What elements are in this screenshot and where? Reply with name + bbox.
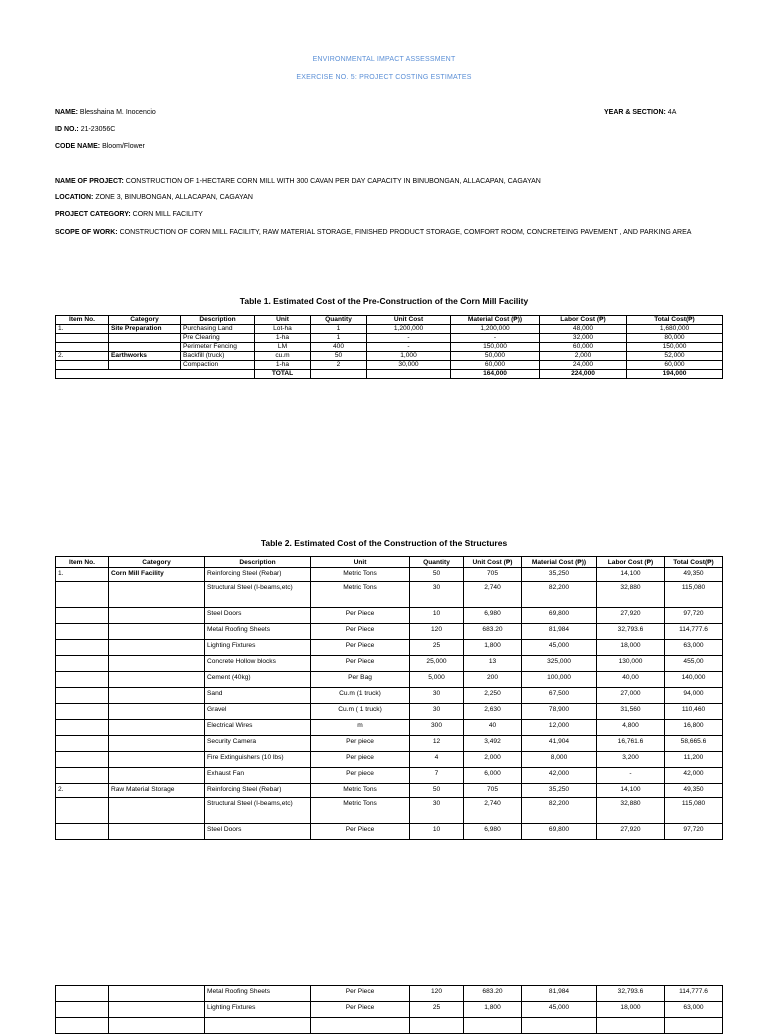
- table-cell: 1.: [56, 568, 109, 582]
- table-cell: 25: [410, 640, 464, 656]
- table-row: [56, 752, 723, 768]
- table-cell: [109, 656, 205, 672]
- table-cell: 81,984: [522, 986, 597, 1002]
- table-row: [56, 640, 723, 656]
- table-row: [56, 736, 723, 752]
- table-row: [56, 608, 723, 624]
- id-value: 21-23056C: [80, 126, 116, 133]
- table-cell: 683.20: [464, 624, 522, 640]
- table-cell: [56, 582, 109, 608]
- table-cell: 50: [311, 352, 367, 361]
- table-cell: 2,740: [464, 582, 522, 608]
- table-cell: [56, 824, 109, 840]
- table-cell: [56, 768, 109, 784]
- col-header: Unit Cost (₱): [464, 557, 522, 568]
- table-cell: 30: [410, 704, 464, 720]
- table-cell: 52,000: [627, 352, 723, 361]
- table-cell: 41,904: [522, 736, 597, 752]
- table-cell: 2,000: [464, 752, 522, 768]
- scope-value: CONSTRUCTION OF CORN MILL FACILITY, RAW MATERIAL STORAGE, FINISHED PRODUCT STORAGE, COMFORT ROOM, CONCRETEING PAVEMENT , AND PARKING AREA: [119, 229, 692, 236]
- table-cell: Exhaust Fan: [205, 768, 311, 784]
- table-cell: Lighting Fixtures: [205, 1002, 311, 1018]
- location-value: ZONE 3, BINUBONGAN, ALLACAPAN, CAGAYAN: [95, 194, 253, 201]
- table-cell: 11,200: [665, 752, 723, 768]
- table-cell: 10: [410, 608, 464, 624]
- table-cell: [410, 1018, 464, 1034]
- table-cell: 1,000: [367, 352, 451, 361]
- table-cell: 1: [311, 334, 367, 343]
- table-cell: 32,000: [540, 334, 627, 343]
- table-cell: 2,630: [464, 704, 522, 720]
- table-cell: 2,000: [540, 352, 627, 361]
- table-cell: [109, 720, 205, 736]
- table-cell: [56, 752, 109, 768]
- table-cell: 13: [464, 656, 522, 672]
- col-header: Labor Cost (₱): [540, 316, 627, 325]
- construction-cost-table: [55, 556, 723, 840]
- table-cell: 150,000: [451, 343, 540, 352]
- table-cell: 40: [464, 720, 522, 736]
- table-cell: 2.: [56, 352, 109, 361]
- table-cell: 60,000: [627, 361, 723, 370]
- table-cell: [109, 624, 205, 640]
- table-cell: 455,00: [665, 656, 723, 672]
- table-cell: 120: [410, 624, 464, 640]
- col-header: Total Cost(₱): [627, 316, 723, 325]
- table-cell: [56, 624, 109, 640]
- name-label: NAME:: [55, 109, 78, 116]
- table-row: [56, 334, 723, 343]
- table-row: [56, 325, 723, 334]
- table-cell: 69,800: [522, 608, 597, 624]
- table-cell: [109, 752, 205, 768]
- table-cell: Steel Doors: [205, 608, 311, 624]
- table-cell: 31,560: [597, 704, 665, 720]
- table-cell: 50: [410, 568, 464, 582]
- table-cell: Metric Tons: [311, 582, 410, 608]
- table-cell: Structural Steel (I-beams,etc): [205, 798, 311, 824]
- table-cell: [109, 1002, 205, 1018]
- table-cell: [311, 370, 367, 379]
- table-cell: 3,492: [464, 736, 522, 752]
- table-cell: Lighting Fixtures: [205, 640, 311, 656]
- table-row: [56, 582, 723, 608]
- scope-label: SCOPE OF WORK:: [55, 229, 118, 236]
- table-cell: [56, 1018, 109, 1034]
- table-row: [56, 720, 723, 736]
- table-cell: 82,200: [522, 798, 597, 824]
- table-cell: 683.20: [464, 986, 522, 1002]
- table-cell: Per Piece: [311, 624, 410, 640]
- table-cell: cu.m: [255, 352, 311, 361]
- col-header: Description: [205, 557, 311, 568]
- table-cell: Metric Tons: [311, 784, 410, 798]
- table-cell: [56, 361, 109, 370]
- table-cell: Per Piece: [311, 640, 410, 656]
- table-cell: [56, 720, 109, 736]
- col-header: Unit Cost: [367, 316, 451, 325]
- code-value: Bloom/Flower: [102, 143, 145, 150]
- construction-cost-table-continued: [55, 985, 723, 1034]
- table-cell: 1.: [56, 325, 109, 334]
- table-cell: 115,080: [665, 582, 723, 608]
- table-cell: [109, 640, 205, 656]
- table-cell: 3,200: [597, 752, 665, 768]
- table-cell: 27,000: [597, 688, 665, 704]
- table-cell: [109, 1018, 205, 1034]
- table-cell: Metric Tons: [311, 568, 410, 582]
- table-cell: [109, 986, 205, 1002]
- table-cell: Metal Roofing Sheets: [205, 624, 311, 640]
- table-cell: 4: [410, 752, 464, 768]
- code-line: [55, 143, 145, 150]
- table-cell: 110,460: [665, 704, 723, 720]
- table-cell: 1-ha: [255, 361, 311, 370]
- table-cell: 18,000: [597, 640, 665, 656]
- table-cell: [109, 736, 205, 752]
- table-cell: 94,000: [665, 688, 723, 704]
- table-row: [56, 768, 723, 784]
- table-cell: 35,250: [522, 784, 597, 798]
- table-cell: Cu.m ( 1 truck): [311, 704, 410, 720]
- table-cell: 60,000: [451, 361, 540, 370]
- table-cell: Cu.m (1 truck): [311, 688, 410, 704]
- table-cell: 5,000: [410, 672, 464, 688]
- table-cell: 12,000: [522, 720, 597, 736]
- table-cell: 1,680,000: [627, 325, 723, 334]
- location-line: [55, 194, 253, 201]
- table-cell: 2.: [56, 784, 109, 798]
- table-cell: 32,793.6: [597, 624, 665, 640]
- table-cell: 100,000: [522, 672, 597, 688]
- table-cell: 8,000: [522, 752, 597, 768]
- table-row: [56, 343, 723, 352]
- table1-caption: Table 1. Estimated Cost of the Pre-Construction of the Corn Mill Facility: [239, 296, 529, 306]
- table-cell: Corn Mill Facility: [109, 568, 205, 582]
- table-row: [56, 656, 723, 672]
- table-cell: 50: [410, 784, 464, 798]
- table-cell: 30: [410, 582, 464, 608]
- table-cell: 115,080: [665, 798, 723, 824]
- table-cell: Per Piece: [311, 1002, 410, 1018]
- table-cell: Purchasing Land: [181, 325, 255, 334]
- table-cell: Cement (40kg): [205, 672, 311, 688]
- total-value: 224,000: [540, 370, 627, 379]
- table-row: [56, 361, 723, 370]
- table-cell: 30: [410, 798, 464, 824]
- table-cell: Security Camera: [205, 736, 311, 752]
- id-line: [55, 126, 115, 133]
- table-cell: 48,000: [540, 325, 627, 334]
- table-row: [56, 568, 723, 582]
- table-cell: 114,777.6: [665, 624, 723, 640]
- table-cell: 27,920: [597, 824, 665, 840]
- table-cell: Structural Steel (I-beams,etc): [205, 582, 311, 608]
- pre-construction-cost-table: [55, 315, 723, 379]
- table-cell: 78,900: [522, 704, 597, 720]
- table-cell: Per piece: [311, 768, 410, 784]
- table-row: [56, 784, 723, 798]
- table-cell: Metal Roofing Sheets: [205, 986, 311, 1002]
- col-header: Material Cost (₱)): [451, 316, 540, 325]
- table-cell: [56, 656, 109, 672]
- category-value: CORN MILL FACILITY: [132, 211, 203, 218]
- col-header: Quantity: [410, 557, 464, 568]
- table-row: [56, 1002, 723, 1018]
- table-cell: 6,980: [464, 824, 522, 840]
- doc-subtitle: EXERCISE NO. 5: PROJECT COSTING ESTIMATES: [296, 74, 472, 81]
- table-row: [56, 352, 723, 361]
- table-cell: 32,880: [597, 798, 665, 824]
- name-value: Blesshaina M. Inocencio: [79, 109, 156, 116]
- table-cell: 10: [410, 824, 464, 840]
- table-cell: [56, 986, 109, 1002]
- table-cell: [56, 334, 109, 343]
- project-value: CONSTRUCTION OF 1-HECTARE CORN MILL WITH 300 CAVAN PER DAY CAPACITY IN BINUBONGAN, ALLACAPAN, CAGAYAN: [125, 178, 541, 185]
- table-cell: 6,000: [464, 768, 522, 784]
- table-cell: 24,000: [540, 361, 627, 370]
- total-value: 194,000: [627, 370, 723, 379]
- table-cell: Per Bag: [311, 672, 410, 688]
- table-cell: [109, 361, 181, 370]
- table-cell: 63,000: [665, 640, 723, 656]
- table-cell: [109, 824, 205, 840]
- year-label: YEAR & SECTION:: [604, 109, 666, 116]
- table-cell: 2,740: [464, 798, 522, 824]
- table-cell: Pre Clearing: [181, 334, 255, 343]
- table-cell: 45,000: [522, 640, 597, 656]
- table-cell: 32,793.6: [597, 986, 665, 1002]
- table-cell: -: [597, 768, 665, 784]
- doc-title: ENVIRONMENTAL IMPACT ASSESSMENT: [312, 56, 456, 63]
- table-cell: 2: [311, 361, 367, 370]
- table-cell: 49,350: [665, 784, 723, 798]
- table-row: [56, 624, 723, 640]
- table-cell: 16,800: [665, 720, 723, 736]
- table-cell: [109, 582, 205, 608]
- table-cell: 32,880: [597, 582, 665, 608]
- table-row: [56, 824, 723, 840]
- table-cell: 42,000: [665, 768, 723, 784]
- scope-line: [55, 229, 691, 236]
- col-header: Item No.: [56, 316, 109, 325]
- table-cell: -: [367, 334, 451, 343]
- table-cell: Earthworks: [109, 352, 181, 361]
- table-cell: Electrical Wires: [205, 720, 311, 736]
- category-line: [55, 211, 203, 218]
- table-cell: [56, 343, 109, 352]
- table-cell: [109, 768, 205, 784]
- table-cell: [311, 1018, 410, 1034]
- table-cell: Site Preparation: [109, 325, 181, 334]
- table-cell: 1,200,000: [367, 325, 451, 334]
- table-cell: 705: [464, 784, 522, 798]
- table-row: [56, 704, 723, 720]
- table-cell: 42,000: [522, 768, 597, 784]
- table-cell: [56, 370, 255, 379]
- table-cell: [56, 704, 109, 720]
- table-cell: [109, 672, 205, 688]
- location-label: LOCATION:: [55, 194, 94, 201]
- table-cell: [56, 672, 109, 688]
- col-header: Labor Cost (₱): [597, 557, 665, 568]
- table-cell: Metric Tons: [311, 798, 410, 824]
- table-cell: Sand: [205, 688, 311, 704]
- table-cell: -: [451, 334, 540, 343]
- table-cell: Gravel: [205, 704, 311, 720]
- table-cell: 150,000: [627, 343, 723, 352]
- table-cell: 140,000: [665, 672, 723, 688]
- table-cell: 14,100: [597, 784, 665, 798]
- table-cell: 40,00: [597, 672, 665, 688]
- total-value: 164,000: [451, 370, 540, 379]
- table-cell: 16,761.6: [597, 736, 665, 752]
- year-line: [604, 109, 676, 116]
- table-row: [56, 798, 723, 824]
- table-cell: 120: [410, 986, 464, 1002]
- table-cell: 80,000: [627, 334, 723, 343]
- table-cell: 18,000: [597, 1002, 665, 1018]
- table-row: [56, 672, 723, 688]
- table-cell: 50,000: [451, 352, 540, 361]
- table-cell: 58,665.6: [665, 736, 723, 752]
- table-cell: [56, 608, 109, 624]
- table-cell: 705: [464, 568, 522, 582]
- table-cell: 12: [410, 736, 464, 752]
- table-cell: 14,100: [597, 568, 665, 582]
- col-header: Total Cost(₱): [665, 557, 723, 568]
- table-cell: [56, 1002, 109, 1018]
- code-label: CODE NAME:: [55, 143, 101, 150]
- table-cell: 400: [311, 343, 367, 352]
- table-cell: [56, 736, 109, 752]
- table-cell: [367, 370, 451, 379]
- table-cell: Reinforcing Steel (Rebar): [205, 568, 311, 582]
- table-cell: 2,250: [464, 688, 522, 704]
- table-cell: Per Piece: [311, 986, 410, 1002]
- col-header: Quantity: [311, 316, 367, 325]
- col-header: Category: [109, 316, 181, 325]
- project-line: [55, 178, 541, 185]
- table-cell: 25,000: [410, 656, 464, 672]
- table-cell: 60,000: [540, 343, 627, 352]
- table-cell: -: [367, 343, 451, 352]
- table-cell: m: [311, 720, 410, 736]
- table-cell: Perimeter Fencing: [181, 343, 255, 352]
- table-cell: Per Piece: [311, 656, 410, 672]
- table-cell: Lot-ha: [255, 325, 311, 334]
- table-cell: [597, 1018, 665, 1034]
- table-cell: 4,800: [597, 720, 665, 736]
- table-cell: [56, 688, 109, 704]
- table-cell: Per piece: [311, 736, 410, 752]
- table-cell: 63,000: [665, 1002, 723, 1018]
- table-cell: Concrete Hollow blocks: [205, 656, 311, 672]
- table-cell: 300: [410, 720, 464, 736]
- table-cell: 325,000: [522, 656, 597, 672]
- total-row: [56, 370, 723, 379]
- table-cell: 30,000: [367, 361, 451, 370]
- table-cell: 67,500: [522, 688, 597, 704]
- table-cell: 114,777.6: [665, 986, 723, 1002]
- col-header: Description: [181, 316, 255, 325]
- col-header: Unit: [255, 316, 311, 325]
- table1-header-row: [56, 316, 723, 325]
- table-cell: Per Piece: [311, 824, 410, 840]
- table-cell: 81,984: [522, 624, 597, 640]
- table-cell: 200: [464, 672, 522, 688]
- table-cell: [464, 1018, 522, 1034]
- table-cell: Per piece: [311, 752, 410, 768]
- col-header: Item No.: [56, 557, 109, 568]
- col-header: Unit: [311, 557, 410, 568]
- table-cell: 35,250: [522, 568, 597, 582]
- table-cell: 97,720: [665, 824, 723, 840]
- table-cell: Raw Material Storage: [109, 784, 205, 798]
- total-label: TOTAL: [255, 370, 311, 379]
- table-cell: Backfill (truck): [181, 352, 255, 361]
- table-cell: 97,720: [665, 608, 723, 624]
- table-cell: 69,800: [522, 824, 597, 840]
- table-cell: 82,200: [522, 582, 597, 608]
- table-cell: 130,000: [597, 656, 665, 672]
- project-label: NAME OF PROJECT:: [55, 178, 124, 185]
- table-cell: [109, 343, 181, 352]
- col-header: Material Cost (₱)): [522, 557, 597, 568]
- table-cell: [109, 608, 205, 624]
- table-cell: [56, 798, 109, 824]
- year-value: 4A: [667, 109, 677, 116]
- table-cell: 1,800: [464, 1002, 522, 1018]
- table-cell: [205, 1018, 311, 1034]
- table-cell: [56, 640, 109, 656]
- table-cell: Reinforcing Steel (Rebar): [205, 784, 311, 798]
- table-cell: 6,980: [464, 608, 522, 624]
- table-cell: 1-ha: [255, 334, 311, 343]
- name-line: [55, 109, 156, 116]
- table-cell: [522, 1018, 597, 1034]
- table-row: [56, 986, 723, 1002]
- table-cell: 1,200,000: [451, 325, 540, 334]
- table2-header-row: [56, 557, 723, 568]
- table-cell: 1: [311, 325, 367, 334]
- table-cell: 45,000: [522, 1002, 597, 1018]
- table2-caption: Table 2. Estimated Cost of the Construction of the Structures: [260, 538, 508, 548]
- id-label: ID NO.:: [55, 126, 79, 133]
- table-cell: Compaction: [181, 361, 255, 370]
- table-cell: LM: [255, 343, 311, 352]
- table-cell: [109, 704, 205, 720]
- table-cell: 7: [410, 768, 464, 784]
- table-cell: 27,920: [597, 608, 665, 624]
- table-row: [56, 1018, 723, 1034]
- table-cell: [665, 1018, 723, 1034]
- table-cell: 49,350: [665, 568, 723, 582]
- table-cell: Steel Doors: [205, 824, 311, 840]
- table-cell: Per Piece: [311, 608, 410, 624]
- table-cell: 1,800: [464, 640, 522, 656]
- table-cell: 30: [410, 688, 464, 704]
- col-header: Category: [109, 557, 205, 568]
- table-row: [56, 688, 723, 704]
- table-cell: 25: [410, 1002, 464, 1018]
- table-cell: Fire Extinguishers (10 lbs): [205, 752, 311, 768]
- table-cell: [109, 798, 205, 824]
- category-label: PROJECT CATEGORY:: [55, 211, 131, 218]
- table-cell: [109, 334, 181, 343]
- table-cell: [109, 688, 205, 704]
